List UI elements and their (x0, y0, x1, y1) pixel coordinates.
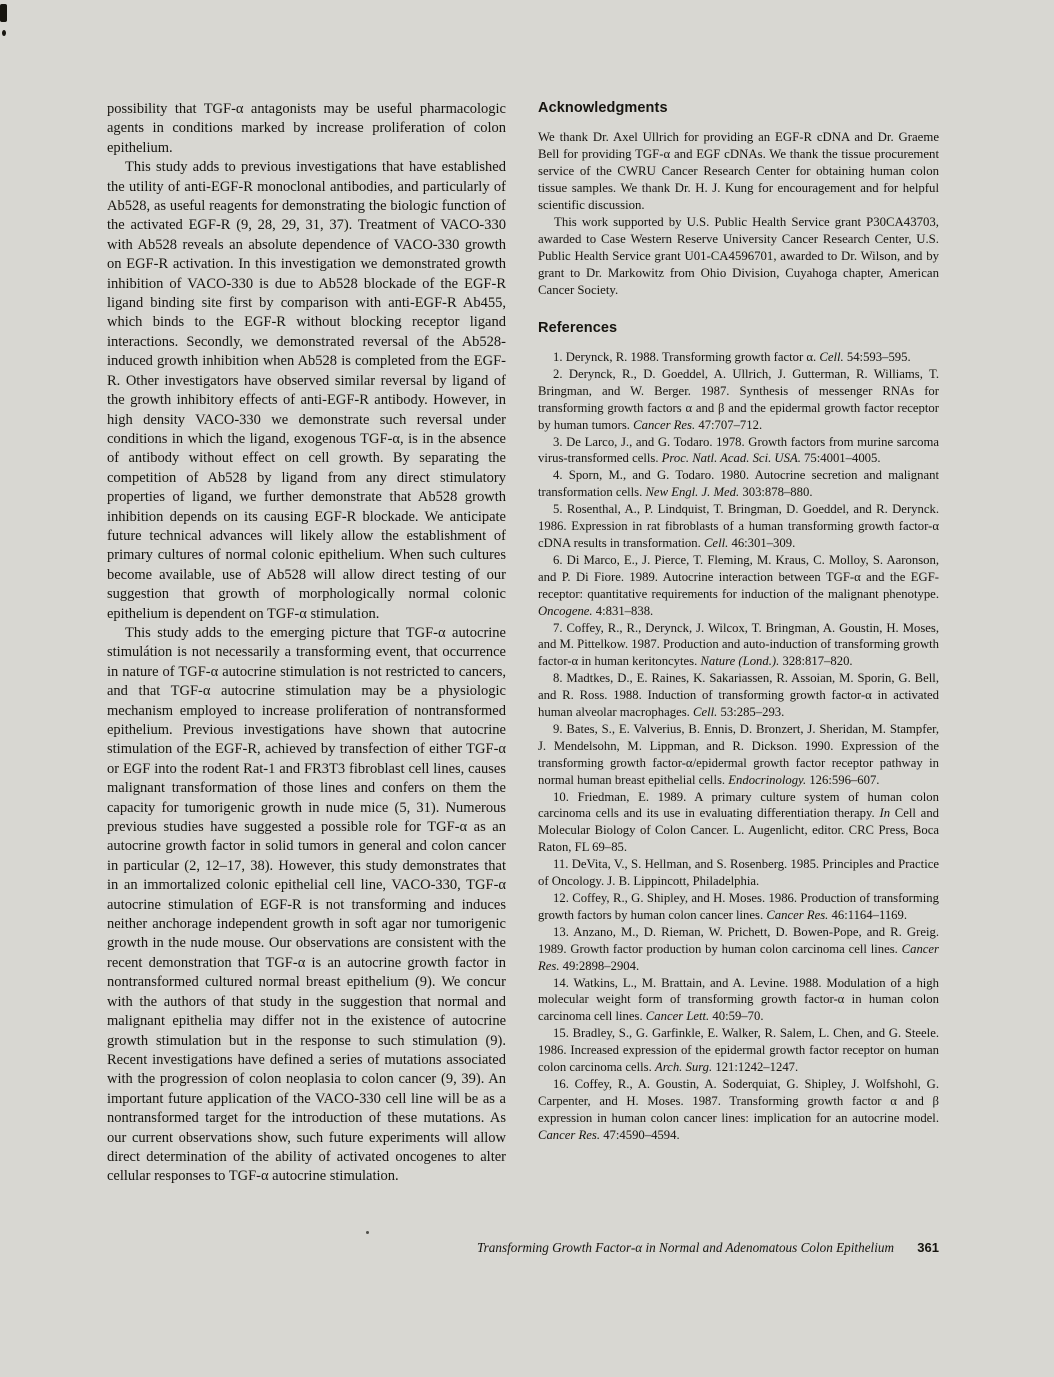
reference-item: 16. Coffey, R., A. Goustin, A. Soderquiat, G. Shipley, J. Wolfshohl, G. Carpenter, and H. Moses. 1987. Transforming growth factor α and β expression in human colon cancer lines: implication for an autocrine model. Cancer Res. 47:4590–4594. (538, 1076, 939, 1142)
reference-item: 12. Coffey, R., G. Shipley, and H. Moses. 1986. Production of transforming growth factors by human colon cancer lines. Cancer Res. 46:1164–1169. (538, 891, 939, 922)
body-paragraph: This study adds to the emerging picture that TGF-α autocrine stimulátion is not necessarily a transforming event, that occurrence in nature of TGF-α autocrine stimulation is not restricted to cancers, and that TGF-α autocrine stimulation may be a physiologic mechanism employed to increase proliferation of nontransformed epithelium. Previous investigations have shown that autocrine stimulation of the EGF-R, achieved by transfection of either TGF-α or EGF into the rodent Rat-1 and FR3T3 fibroblast cell lines, causes malignant transformation of those lines and confers on them the capacity for tumorigenic growth in nude mice (5, 31). Numerous previous studies have suggested a possible role for TGF-α as an autocrine growth factor in solid tumors in general and colon cancer in particular (2, 12–17, 38). However, this study demonstrates that in an immortalized colonic epithelial cell line, VACO-330, TGF-α autocrine stimulation of EGF-R is not transforming and induces neither anchorage independent growth in soft agar nor tumorigenic growth in the nude mouse. Our observations are consistent with the recent demonstration that TGF-α is an autocrine growth factor in nontransformed cultured normal breast epithelium (9). We concur with the authors of that study in the suggestion that normal and malignant epithelia may differ not in the existence of autocrine growth stimulation but in the response to such stimulation (9). Recent investigations have defined a series of mutations associated with the progression of colon neoplasia to colon cancer (9, 39). An important future application of the VACO-330 cell line will be as a nontransformed target for the introduction of these mutations. As our current observations show, such future experiments will allow direct determination of the ability of activated oncogenes to alter cellular responses to TGF-α autocrine stimulation. (107, 624, 506, 1185)
reference-item: 5. Rosenthal, A., P. Lindquist, T. Bringman, D. Goeddel, and R. Derynck. 1986. Expression in rat fibroblasts of a human transforming growth factor-α cDNA results in transformation. Cell. 46:301–309. (538, 502, 939, 550)
running-footer-title: Transforming Growth Factor-α in Normal and Adenomatous Colon Epithelium (477, 1240, 894, 1255)
reference-item: 1. Derynck, R. 1988. Transforming growth factor α. Cell. 54:593–595. (553, 350, 911, 364)
reference-item: 7. Coffey, R., R., Derynck, J. Wilcox, T. Bringman, A. Goustin, H. Moses, and M. Pittelkow. 1987. Production and auto-induction of transforming growth factor-α in human keritoncytes. Nature (Lond.). 328:817–820. (538, 620, 939, 669)
page-number: 361 (917, 1240, 939, 1255)
reference-item: 13. Anzano, M., D. Rieman, W. Prichett, D. Bowen-Pope, and R. Greig. 1989. Growth factor production by human colon carcinoma cell lines. Cancer Res. 49:2898–2904. (538, 924, 939, 973)
acknowledgments-section (538, 129, 939, 299)
references-list (538, 349, 939, 1144)
reference-item: 14. Watkins, L., M. Brattain, and A. Levine. 1988. Modulation of a high molecular weight form of transforming growth factor-α in human colon carcinoma cell lines. Cancer Lett. 40:59–70. (538, 975, 939, 1024)
two-column-layout (107, 100, 939, 1187)
reference-item: 3. De Larco, J., and G. Todaro. 1978. Growth factors from murine sarcoma virus-transformed cells. Proc. Natl. Acad. Sci. USA. 75:4001–4005. (538, 434, 939, 466)
reference-item: 10. Friedman, E. 1989. A primary culture system of human colon carcinoma cells and its use in evaluating differentiation therapy. In Cell and Molecular Biology of Colon Cancer. L. Augenlicht, editor. CRC Press, Boca Raton, FL 69–85. (538, 789, 940, 855)
scan-artifact (366, 1231, 369, 1234)
body-paragraph: This study adds to previous investigations that have established the utility of anti-EGF-R monoclonal antibodies, and particularly of Ab528, as useful reagents for demonstrating the biologic function of the activated EGF-R (9, 28, 29, 31, 37). Treatment of VACO-330 with Ab528 reveals an absolute dependence of VACO-330 growth on EGF-R activation. In this investigation we demonstrated growth inhibition of VACO-330 is due to Ab528 blockade of the EGF-R ligand binding site first by comparison with anti-EGF-R Ab455, which binds to the EGF-R without blocking receptor ligand interactions. Secondly, we demonstrated reversal of the Ab528-induced growth inhibition when Ab528 is completed from the EGF-R. Other investigators have observed similar reversal by ligand of the growth inhibitory effects of anti-EGF-R antibody. However, in high density VACO-330 we demonstrate such reversal under conditions in which the ligand, exogenous TGF-α, is in the absence of antibody without effect on cell growth. By separating the competition of Ab528 by ligand from any direct stimulatory properties of ligand, we further demonstrate that Ab528 growth inhibition depends on its causing EGF-R blockade. We anticipate future technical advances will likely allow the establishment of primary cultures of normal colonic epithelium. When such cultures become available, use of Ab528 will allow direct testing of our suggestion that growth of morphologically normal colonic epithelium is dependent on TGF-α stimulation. (107, 159, 506, 622)
acknowledgments-paragraph: This work supported by U.S. Public Health Service grant P30CA43703, awarded to Case Western Reserve University Cancer Research Center, U.S. Public Health Service grant U01-CA4596701, awarded to Dr. Wilson, and by grant to Dr. Markowitz from Ohio Division, Cuyahoga chapter, American Cancer Society. (538, 215, 939, 297)
acknowledgments-paragraph: We thank Dr. Axel Ullrich for providing an EGF-R cDNA and Dr. Graeme Bell for providing TGF-α and EGF cDNAs. We thank the tissue procurement service of the CWRU Cancer Research Center for obtaining human colon tissue samples. We thank Dr. H. J. Kung for encouragement and for helpful scientific discussion. (538, 130, 939, 212)
acknowledgments-heading: Acknowledgments (538, 100, 668, 116)
scan-artifact (2, 30, 6, 36)
running-footer (319, 1240, 939, 1256)
left-column (107, 100, 506, 1187)
reference-item: 4. Sporn, M., and G. Todaro. 1980. Autocrine secretion and malignant transformation cells. New Engl. J. Med. 303:878–880. (538, 468, 939, 500)
right-column (538, 100, 939, 1144)
scan-artifact (0, 4, 7, 22)
reference-item: 15. Bradley, S., G. Garfinkle, E. Walker, R. Salem, L. Chen, and G. Steele. 1986. Increased expression of the epidermal growth factor receptor on human colon carcinoma cells. Arch. Surg. 121:1242–1247. (538, 1026, 939, 1075)
reference-item: 2. Derynck, R., D. Goeddel, A. Ullrich, J. Gutterman, R. Williams, T. Bringman, and W. Berger. 1987. Synthesis of messenger RNAs for transforming growth factors α and β and the epidermal growth factor receptor by human tumors. Cancer Res. 47:707–712. (538, 366, 939, 432)
reference-item: 8. Madtkes, D., E. Raines, K. Sakariassen, R. Assoian, M. Sporin, G. Bell, and R. Ross. 1988. Induction of transforming growth factor-α in activated human alveolar macrophages. Cell. 53:285–293. (538, 671, 939, 720)
reference-item: 11. DeVita, V., S. Hellman, and S. Rosenberg. 1985. Principles and Practice of Oncology. J. B. Lippincott, Philadelphia. (538, 857, 939, 889)
body-paragraph: possibility that TGF-α antagonists may be useful pharmacologic agents in conditions marked by increase proliferation of colon epithelium. (107, 101, 506, 156)
references-heading: References (538, 320, 618, 336)
reference-item: 9. Bates, S., E. Valverius, B. Ennis, D. Bronzert, J. Sheridan, M. Stampfer, J. Mendelsohn, M. Lippman, and R. Dickson. 1990. Expression of the transforming growth factor-α/epidermal growth factor receptor pathway in normal human breast epithelial cells. Endocrinology. 126:596–607. (538, 721, 939, 787)
reference-item: 6. Di Marco, E., J. Pierce, T. Fleming, M. Kraus, C. Molloy, S. Aaronson, and P. Di Fiore. 1989. Autocrine interaction between TGF-α and the EGF-receptor: quantitative requirements for induction of the malignant phenotype. Oncogene. 4:831–838. (538, 552, 939, 618)
